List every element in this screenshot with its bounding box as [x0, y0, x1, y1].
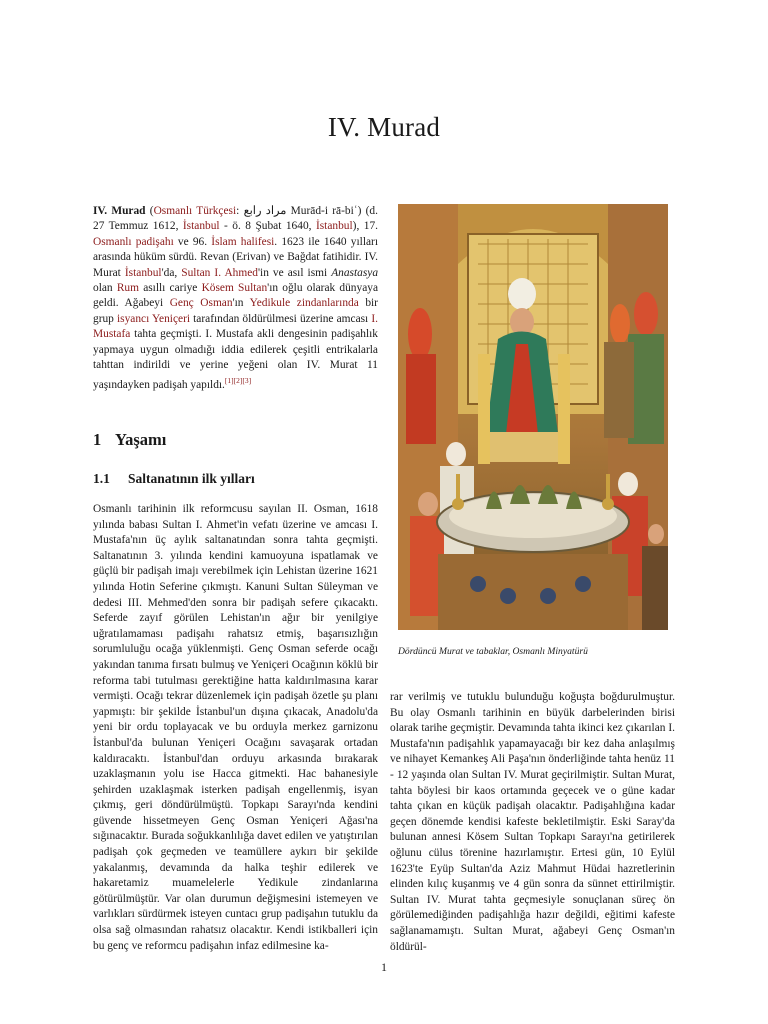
body-column-left: Osmanlı tarihinin ilk reformcusu sayılan II. Osman, 1618 yılında babası Sultan I. Ahmet'in vefatı üzerine ve amcası I. Mustafa'nın üç aylık saltanatından sonra tahta geçmişti. Saltanatının 3. yılında kendini kamuoyuna ispatlamak ve güçlü bir padişah imajı verebilmek için Lehistan üzerine 1621 yılında Hotin Seferine çıkmıştı. Kanuni Sultan Süleyman ve dedesi III. Mehmed'den sonra bir padişah sefere çıkacaktı. Seferde zayıf görülen Lehistan'ın ağır bir yenilgiye uğratılamaması padişahı rahatsız etmiş, başarısızlığın sorumluluğu ocağa yüklenmişti. Genç Osman seferde ocağı yakından tanıma fırsatı bulmuş ve Yeniçeri Ocağının köklü bir reforma tabi tutulması gerektiğine hatta kaldırılmasına karar vermişti. Ocağı tekrar düzenlemek için padişah özetle şu planı yapmıştı: bir şekilde İstanbul'un dışına çıkacak, Anadolu'da yeni bir ordu toplayacak ve bu orduyla merkez garnizonu İstanbul'da bulunan Yeniçeri Ocağını savaşarak ortadan kaldıracaktı. İstanbul'dan orduyu arkasında bırakarak uzaklaşmanın yolu ise Hacca gitmekti. Hac bahanesiyle şehirden uzaklaşmak isterken padişah engellenmiş, isyan çıkmış, geri döndürülmüştü. Topkapı Sarayı'nda kendini güvende hissetmeyen Genç Osman Yeniçeri Ağası'na sığınacaktır. Burada soğukkanlılığa davet edilen ve yatıştırılan padişah çok geçmeden ve teamüllere aykırı bir şekilde yakalanmış, devamında da halka teşhir edilerek ve hakaretamiz muamelelerle Yedikule zindanlarına götürülmüştür. Var olan durumun değişmesini istemeyen ve varlıkları sürdürmek isteyen cuntacı grup padişahın tutuklu da olsa sağ olmasından rahatsız olacaktır. Kendi istikballeri için bu genç ve reformcu padişahın infaz edilmesine ka-	[93, 503, 378, 952]
link-sultan-ahmed[interactable]: Sultan I. Ahmed	[181, 266, 258, 279]
link-osmanli-turkcesi[interactable]: Osmanlı Türkçesi	[153, 205, 237, 217]
link-yedikule[interactable]: Yedikule zindanlarında	[249, 297, 359, 310]
subsection-title: Saltanatının ilk yılları	[128, 471, 255, 486]
link-isyanci-yeniceri[interactable]: isyancı Yeniçeri	[117, 312, 191, 325]
link-genc-osman[interactable]: Genç Osman	[169, 297, 233, 310]
link-istanbul[interactable]: İstanbul	[124, 266, 162, 279]
arabic-name: : مراد رابع Murād-i rā-biʿ	[236, 205, 358, 217]
section-title: Yaşamı	[115, 430, 167, 449]
subsection-heading-saltanat	[93, 471, 378, 487]
page-number: 1	[381, 960, 387, 974]
link-rum[interactable]: Rum	[116, 282, 139, 295]
lead-paragraph: IV. Murad (Osmanlı Türkçesi: مراد رابع Murād-i rā-biʿ) (d. 27 Temmuz 1612, İstanbul - ö. 8 Şubat 1640, İstanbul), 17. Osmanlı padişahı ve 96. İslam halifesi. 1623 ile 1640 yılları arasında hüküm sürdü. Revan (Erivan) ve Bağdat fatihidir. IV. Murat İstanbul'da, Sultan I. Ahmed'in ve asıl ismi Anastasya olan Rum asıllı cariye Kösem Sultan'ın oğlu olarak dünyaya geldi. Ağabeyi Genç Osman'ın Yedikule zindanlarında bir grup isyancı Yeniçeri tarafından öldürülmesi üzerine amcası I. Mustafa tahta geçmişti. I. Mustafa akli dengesinin padişahlık yapmaya uygun olmadığı iddia edilerek çeşitli entrikalarla tahttan indirildi ve yerine yeğeni olan IV. Murat 11 yaşındayken padişah yapıldı.[1][2][3]	[93, 205, 379, 392]
link-mustafa[interactable]: I. Mustafa	[93, 312, 378, 341]
section-number: 1	[93, 430, 102, 449]
body-column-right: rar verilmiş ve tutuklu bulunduğu koğuşta boğdurulmuştur. Bu olay Osmanlı tarihinin en büyük darbelerinden birisi olarak tarihe geçmiştir. Devamında tahta ikinci kez çıkarılan I. Mustafa'nın padişahlık yapamayacağı bir kez daha anlaşılmış ve nihayet Kemankeş Ali Paşa'nın önderliğinde tahta henüz 11 - 12 yaşında olan Sultan IV. Murat geçirilmiştir. Sultan Murat, tahta böylesi bir kaos ortamında geçecek ve o güne kadar tahta çıkan en küçük padişah olacaktır. Padişahlığına kadar geçen dönemde kendisi kafeste bekletilmiştir. Eski Saray'da bulunan annesi Kösem Sultan Topkapı Sarayı'na getirilerek oğlunu cülus törenine hazırlamıştır. Ertesi gün, 10 Eylül 1623'te Eyüp Sultan'da Aziz Mahmut Hüdai hazretlerinin elinden kılıç kuşanmış ve 4 gün sonra da sünnet ettirilmiştir. Sultan IV. Murat tahta geçmesiyle sonuçlanan süreç ön görülemediğinden padişahlığa hazır değildi, eğitimi kafeste sağlanamamıştı. Sultan Murat, ağabeyi Genç Osman'ın öldürül-	[390, 691, 675, 953]
link-istanbul-birth[interactable]: İstanbul	[182, 220, 220, 233]
anastasya-name: Anastasya	[331, 266, 379, 279]
miniature-painting-image	[398, 204, 668, 630]
figure-caption: Dördüncü Murat ve tabaklar, Osmanlı Minyatürü	[398, 646, 588, 657]
subsection-number: 1.1	[93, 471, 110, 486]
miniature-illustration	[398, 204, 668, 630]
reference-links[interactable]: [1][2][3]	[224, 376, 252, 386]
link-istanbul-death[interactable]: İstanbul	[315, 220, 353, 233]
page-title: IV. Murad	[327, 112, 441, 142]
link-osmanli-padisahi[interactable]: Osmanlı padişahı	[93, 235, 174, 248]
link-kosem-sultan[interactable]: Kösem Sultan	[201, 282, 268, 295]
subject-name: IV. Murad	[93, 205, 146, 217]
link-islam-halifesi[interactable]: İslam halifesi	[211, 235, 275, 248]
section-heading-yasami	[93, 430, 378, 450]
